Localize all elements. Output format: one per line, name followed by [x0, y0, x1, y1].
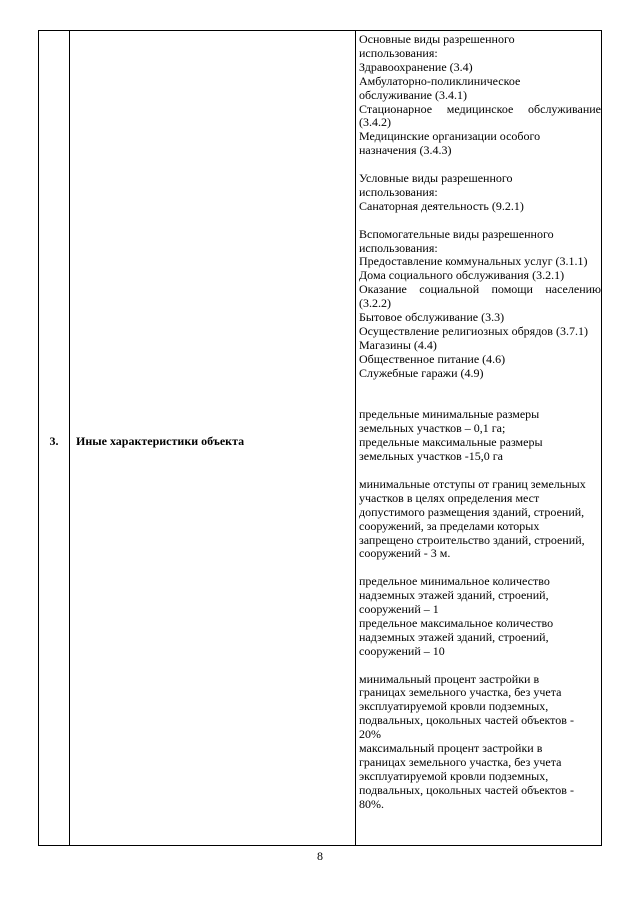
column-divider: [69, 31, 70, 845]
coverage-line: максимальный процент застройки в: [359, 741, 543, 756]
row-title: Иные характеристики объекта: [76, 434, 245, 448]
auxiliary-use-item: Общественное питание (4.6): [359, 351, 506, 366]
conditional-use-item: Санаторная деятельность (9.2.1): [359, 198, 524, 213]
row-number: 3.: [49, 434, 59, 448]
auxiliary-use-item: Магазины (4.4): [359, 337, 437, 352]
auxiliary-heading-line: использования:: [359, 240, 438, 255]
auxiliary-use-item: Служебные гаражи (4.9): [359, 365, 484, 380]
coverage-line: границах земельного участка, без учета: [359, 755, 562, 770]
area-limit-line: предельные максимальные размеры: [359, 435, 543, 450]
setback-line: минимальные отступы от границ земельных: [359, 476, 586, 491]
page-number: 8: [317, 849, 323, 863]
coverage-line: границах земельного участка, без учета: [359, 685, 562, 700]
coverage-line: минимальный процент застройки в: [359, 671, 540, 686]
auxiliary-use-item: (3.2.2): [359, 296, 391, 311]
column-divider: [355, 31, 356, 845]
coverage-line: 80%.: [359, 796, 384, 811]
conditional-heading-line: использования:: [359, 184, 438, 199]
auxiliary-use-item: Бытовое обслуживание (3.3): [359, 310, 505, 325]
area-limit-line: земельных участков – 0,1 га;: [359, 421, 506, 436]
main-use-item: Стационарное медицинское обслуживание: [359, 101, 601, 116]
main-use-item: Медицинские организации особого: [359, 129, 541, 144]
main-heading-line: Основные виды разрешенного: [359, 32, 515, 46]
setback-line: сооружений, за пределами которых: [359, 518, 540, 533]
auxiliary-heading-line: Вспомогательные виды разрешенного: [359, 226, 554, 241]
floors-line: надземных этажей зданий, строений,: [359, 629, 549, 644]
content-cell: [359, 33, 601, 812]
auxiliary-use-item: Оказание социальной помощи населению: [359, 282, 601, 297]
floors-line: предельное максимальное количество: [359, 615, 554, 630]
coverage-line: 20%: [359, 727, 381, 742]
floors-line: предельное минимальное количество: [359, 574, 550, 589]
main-use-item: обслуживание (3.4.1): [359, 87, 467, 102]
setback-line: допустимого размещения зданий, строений,: [359, 504, 585, 519]
coverage-line: эксплуатируемой кровли подземных,: [359, 699, 549, 714]
main-use-item: Здравоохранение (3.4): [359, 59, 473, 74]
auxiliary-use-item: Осуществление религиозных обрядов (3.7.1): [359, 324, 588, 338]
coverage-line: подвальных, цокольных частей объектов -: [359, 713, 574, 728]
setback-line: участков в целях определения мест: [359, 490, 540, 505]
document-table: [38, 30, 602, 846]
main-heading-line: использования:: [359, 45, 438, 60]
conditional-heading-line: Условные виды разрешенного: [359, 171, 513, 186]
auxiliary-use-item: Предоставление коммунальных услуг (3.1.1): [359, 254, 588, 269]
floors-line: сооружений – 10: [359, 643, 445, 658]
setback-line: сооружений - 3 м.: [359, 546, 451, 561]
coverage-line: подвальных, цокольных частей объектов -: [359, 782, 574, 797]
main-use-item: Амбулаторно-поликлиническое: [359, 73, 521, 88]
auxiliary-use-item: Дома социального обслуживания (3.2.1): [359, 268, 565, 283]
main-use-item: назначения (3.4.3): [359, 143, 452, 158]
floors-line: надземных этажей зданий, строений,: [359, 588, 549, 603]
floors-line: сооружений – 1: [359, 602, 439, 617]
area-limit-line: земельных участков -15,0 га: [359, 449, 503, 464]
main-use-item: (3.4.2): [359, 115, 391, 130]
coverage-line: эксплуатируемой кровли подземных,: [359, 768, 549, 783]
area-limit-line: предельные минимальные размеры: [359, 407, 540, 422]
setback-line: запрещено строительство зданий, строений,: [359, 532, 585, 547]
